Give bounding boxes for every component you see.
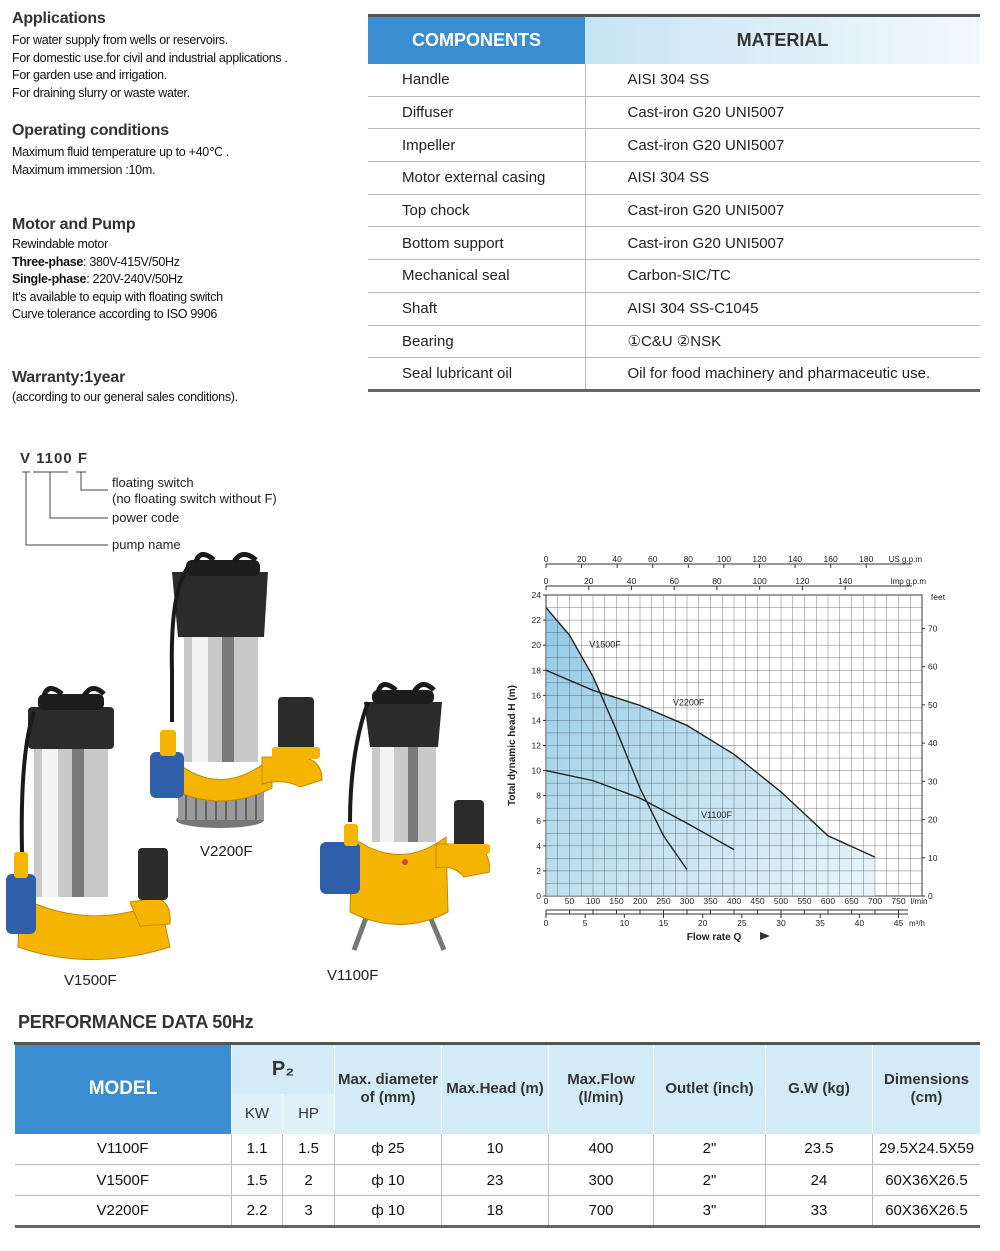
y2-tick-label: 30 <box>928 776 938 787</box>
us-gpm-tick-label: 100 <box>716 554 731 564</box>
motor-line: Rewindable motor <box>12 237 108 251</box>
x2-tick-label: 15 <box>658 918 669 928</box>
y2-tick-label: 60 <box>928 661 938 672</box>
component-name: Handle <box>368 64 585 97</box>
pump-v1500f-image <box>6 688 170 959</box>
max-flow-header: Max.Flow (l/min) <box>549 1044 654 1134</box>
us-gpm-label: US g.p.m <box>888 555 922 564</box>
x-tick-label: 650 <box>844 896 859 906</box>
us-gpm-tick-label: 140 <box>787 554 803 564</box>
x-tick-label: 250 <box>656 896 671 906</box>
components-table <box>368 14 980 392</box>
pump-label-v1500f: V1500F <box>64 972 117 989</box>
pump-illustrations <box>0 552 490 1002</box>
imp-gpm-tick-label: 20 <box>583 576 594 586</box>
performance-body <box>15 1134 981 1227</box>
cell-hp: 3 <box>283 1196 335 1227</box>
component-row <box>368 260 980 293</box>
y2-tick-label: 0 <box>928 891 933 901</box>
component-row <box>368 194 980 227</box>
x-tick-label: 0 <box>543 896 549 906</box>
y-tick-label: 20 <box>531 640 541 651</box>
performance-curve-chart <box>490 552 960 952</box>
y-tick-label: 6 <box>536 815 541 826</box>
model-code: V 1100 F <box>20 450 89 467</box>
component-name: Impeller <box>368 129 585 162</box>
x-tick-label: 400 <box>726 896 742 906</box>
component-name: Mechanical seal <box>368 260 585 293</box>
model-header: MODEL <box>15 1044 232 1134</box>
x-tick-label: 350 <box>703 896 718 906</box>
pump-v1100f-image <box>320 684 490 950</box>
cell-dia: ф 25 <box>335 1134 442 1165</box>
component-material: AISI 304 SS <box>585 64 980 97</box>
operating-line: Maximum immersion :10m. <box>12 162 156 177</box>
cell-flow: 400 <box>549 1134 654 1165</box>
us-gpm-tick-label: 120 <box>752 554 767 564</box>
cell-kw: 2.2 <box>232 1196 283 1227</box>
component-name: Motor external casing <box>368 162 585 195</box>
cell-dim: 60X36X26.5 <box>873 1196 981 1227</box>
x-tick-label: 450 <box>750 896 765 906</box>
x-unit-m3h: m³/h <box>909 919 925 928</box>
imp-gpm-tick-label: 0 <box>543 576 549 586</box>
cell-outlet: 2" <box>654 1134 766 1165</box>
x-axis-label: Flow rate Q <box>686 932 742 943</box>
floating-switch-note: (no floating switch without F) <box>112 491 277 506</box>
x2-tick-label: 10 <box>619 918 630 928</box>
component-material: AISI 304 SS <box>585 162 980 195</box>
component-row <box>368 129 980 162</box>
cell-dia: ф 10 <box>335 1165 442 1196</box>
max-head-header: Max.Head (m) <box>442 1044 549 1134</box>
warranty-title: Warranty:1year <box>12 368 126 386</box>
x2-tick-label: 40 <box>854 918 865 928</box>
curve-label-v1100f: V1100F <box>701 810 732 821</box>
performance-title: PERFORMANCE DATA 50Hz <box>18 1012 254 1032</box>
us-gpm-tick-label: 180 <box>859 554 874 564</box>
y-tick-label: 24 <box>531 590 541 600</box>
component-row <box>368 96 980 129</box>
cell-model: V1500F <box>15 1165 232 1196</box>
cell-hp: 2 <box>283 1165 335 1196</box>
us-gpm-tick-label: 160 <box>823 554 838 564</box>
x-tick-label: 100 <box>585 896 601 906</box>
cell-model: V1100F <box>15 1134 232 1165</box>
component-material: Cast-iron G20 UNI5007 <box>585 129 980 162</box>
y-tick-label: 18 <box>531 665 541 676</box>
cell-gw: 23.5 <box>766 1134 873 1165</box>
motor-line: Curve tolerance according to ISO 9906 <box>12 307 217 321</box>
us-gpm-tick-label: 20 <box>576 554 587 564</box>
motor-line-three-phase: Three-phase: 380V-415V/50Hz <box>12 254 180 269</box>
components-header: COMPONENTS <box>368 16 585 64</box>
y-tick-label: 12 <box>531 740 541 751</box>
component-name: Bearing <box>368 325 585 358</box>
operating-line: Maximum fluid temperature up to +40℃ . <box>12 145 229 159</box>
component-material: Carbon-SIC/TC <box>585 260 980 293</box>
component-name: Shaft <box>368 292 585 325</box>
y2-tick-label: 50 <box>928 699 938 710</box>
component-material: Oil for food machinery and pharmaceutic use. <box>585 358 980 391</box>
pump-label-v1100f: V1100F <box>327 967 379 984</box>
cell-flow: 300 <box>549 1165 654 1196</box>
us-gpm-tick-label: 60 <box>648 554 658 564</box>
performance-row <box>15 1165 981 1196</box>
component-row <box>368 227 980 260</box>
x-tick-label: 550 <box>797 896 812 906</box>
cell-gw: 24 <box>766 1165 873 1196</box>
imp-gpm-tick-label: 40 <box>626 576 637 586</box>
x-tick-label: 200 <box>632 896 648 906</box>
us-gpm-tick-label: 40 <box>612 554 622 564</box>
component-material: Cast-iron G20 UNI5007 <box>585 194 980 227</box>
cell-head: 10 <box>442 1134 549 1165</box>
imp-gpm-tick-label: 120 <box>795 576 810 586</box>
power-code-label: power code <box>112 510 180 525</box>
component-row <box>368 162 980 195</box>
applications-list <box>12 32 362 102</box>
operating-list <box>12 144 362 179</box>
x2-tick-label: 5 <box>582 918 588 928</box>
hp-header: HP <box>283 1094 335 1134</box>
x-tick-label: 750 <box>891 896 906 906</box>
kw-header: KW <box>232 1094 283 1134</box>
cell-model: V2200F <box>15 1196 232 1227</box>
x-tick-label: 50 <box>564 896 575 906</box>
curve-label-v1500f: V1500F <box>589 639 621 650</box>
component-name: Bottom support <box>368 227 585 260</box>
floating-switch-label: floating switch <box>112 475 194 490</box>
cell-head: 23 <box>442 1165 549 1196</box>
cell-gw: 33 <box>766 1196 873 1227</box>
motor-line-single-phase: Single-phase: 220V-240V/50Hz <box>12 272 183 286</box>
y-tick-label: 4 <box>536 840 541 851</box>
gw-header: G.W (kg) <box>766 1044 873 1134</box>
x2-tick-label: 25 <box>737 918 747 928</box>
pump-name-label: pump name <box>112 537 181 552</box>
cell-hp: 1.5 <box>283 1134 335 1165</box>
material-header: MATERIAL <box>585 16 980 64</box>
warranty-note: (according to our general sales conditions). <box>12 389 238 404</box>
motor-line: It's available to equip with floating switch <box>12 289 223 304</box>
y2-tick-label: 10 <box>928 852 938 863</box>
y-tick-label: 14 <box>531 715 541 726</box>
p2-header: P₂ <box>232 1044 335 1094</box>
cell-flow: 700 <box>549 1196 654 1227</box>
cell-outlet: 3" <box>654 1196 766 1227</box>
y-tick-label: 8 <box>536 790 541 801</box>
performance-row <box>15 1196 981 1227</box>
cell-dim: 60X36X26.5 <box>873 1165 981 1196</box>
y2-tick-label: 70 <box>928 623 938 634</box>
pump-label-v2200f: V2200F <box>200 843 253 860</box>
x-tick-label: 150 <box>609 896 624 906</box>
component-row <box>368 325 980 358</box>
imp-gpm-tick-label: 100 <box>752 576 767 586</box>
motor-list <box>12 236 362 324</box>
x-tick-label: 700 <box>867 896 883 906</box>
x-tick-label: 300 <box>679 896 695 906</box>
cell-outlet: 2" <box>654 1165 766 1196</box>
applications-line: For domestic use.for civil and industrial applications . <box>12 50 288 65</box>
applications-line: For garden use and irrigation. <box>12 68 167 82</box>
component-name: Top chock <box>368 194 585 227</box>
model-code-legend <box>0 448 360 558</box>
dimensions-header: Dimensions (cm) <box>873 1044 981 1134</box>
performance-table <box>14 1042 980 1228</box>
y2-tick-label: 20 <box>928 814 938 825</box>
cell-dia: ф 10 <box>335 1196 442 1227</box>
y2-axis-label: feet <box>930 592 946 602</box>
curve-label-v2200f: V2200F <box>672 697 705 708</box>
component-row <box>368 292 980 325</box>
x-tick-label: 500 <box>773 896 789 906</box>
x2-tick-label: 45 <box>893 918 904 928</box>
x2-tick-label: 20 <box>697 918 708 928</box>
applications-line: For draining slurry or waste water. <box>12 85 190 100</box>
component-name: Seal lubricant oil <box>368 358 585 391</box>
us-gpm-tick-label: 80 <box>683 554 694 564</box>
applications-line: For water supply from wells or reservoirs. <box>12 33 228 47</box>
component-row <box>368 358 980 391</box>
component-material: AISI 304 SS-C1045 <box>585 292 980 325</box>
y-axis-label: Total dynamic head H (m) <box>507 685 518 806</box>
imp-gpm-tick-label: 140 <box>838 576 853 586</box>
max-diameter-header: Max. diameter of (mm) <box>335 1044 442 1134</box>
imp-gpm-tick-label: 80 <box>712 576 722 586</box>
cell-kw: 1.5 <box>232 1165 283 1196</box>
imp-gpm-tick-label: 60 <box>669 576 679 586</box>
cell-head: 18 <box>442 1196 549 1227</box>
performance-row <box>15 1134 981 1165</box>
x2-tick-label: 30 <box>776 918 786 928</box>
y2-tick-label: 40 <box>928 738 938 749</box>
y-tick-label: 16 <box>531 690 541 701</box>
component-material: Cast-iron G20 UNI5007 <box>585 96 980 129</box>
y-tick-label: 2 <box>536 865 541 876</box>
y-tick-label: 10 <box>531 765 541 776</box>
component-material: ①C&U ②NSK <box>585 325 980 358</box>
component-material: Cast-iron G20 UNI5007 <box>585 227 980 260</box>
cell-kw: 1.1 <box>232 1134 283 1165</box>
imp-gpm-label: Imp g.p.m <box>890 577 926 586</box>
y-tick-label: 22 <box>531 615 541 626</box>
x2-tick-label: 35 <box>815 918 825 928</box>
outlet-header: Outlet (inch) <box>654 1044 766 1134</box>
x-unit-lmin: l/min <box>910 897 928 906</box>
operating-title: Operating conditions <box>12 122 169 139</box>
us-gpm-tick-label: 0 <box>543 554 549 564</box>
spec-text <box>12 10 362 406</box>
applications-title: Applications <box>12 10 106 27</box>
x2-tick-label: 0 <box>543 918 549 928</box>
pump-v2200f-image <box>150 554 322 828</box>
component-row <box>368 64 980 97</box>
x-axis-arrow <box>760 932 770 940</box>
x-tick-label: 600 <box>820 896 836 906</box>
cell-dim: 29.5X24.5X59 <box>873 1134 981 1165</box>
motor-title: Motor and Pump <box>12 216 136 233</box>
component-name: Diffuser <box>368 96 585 129</box>
y-tick-label: 0 <box>536 891 541 901</box>
components-body <box>368 64 980 391</box>
